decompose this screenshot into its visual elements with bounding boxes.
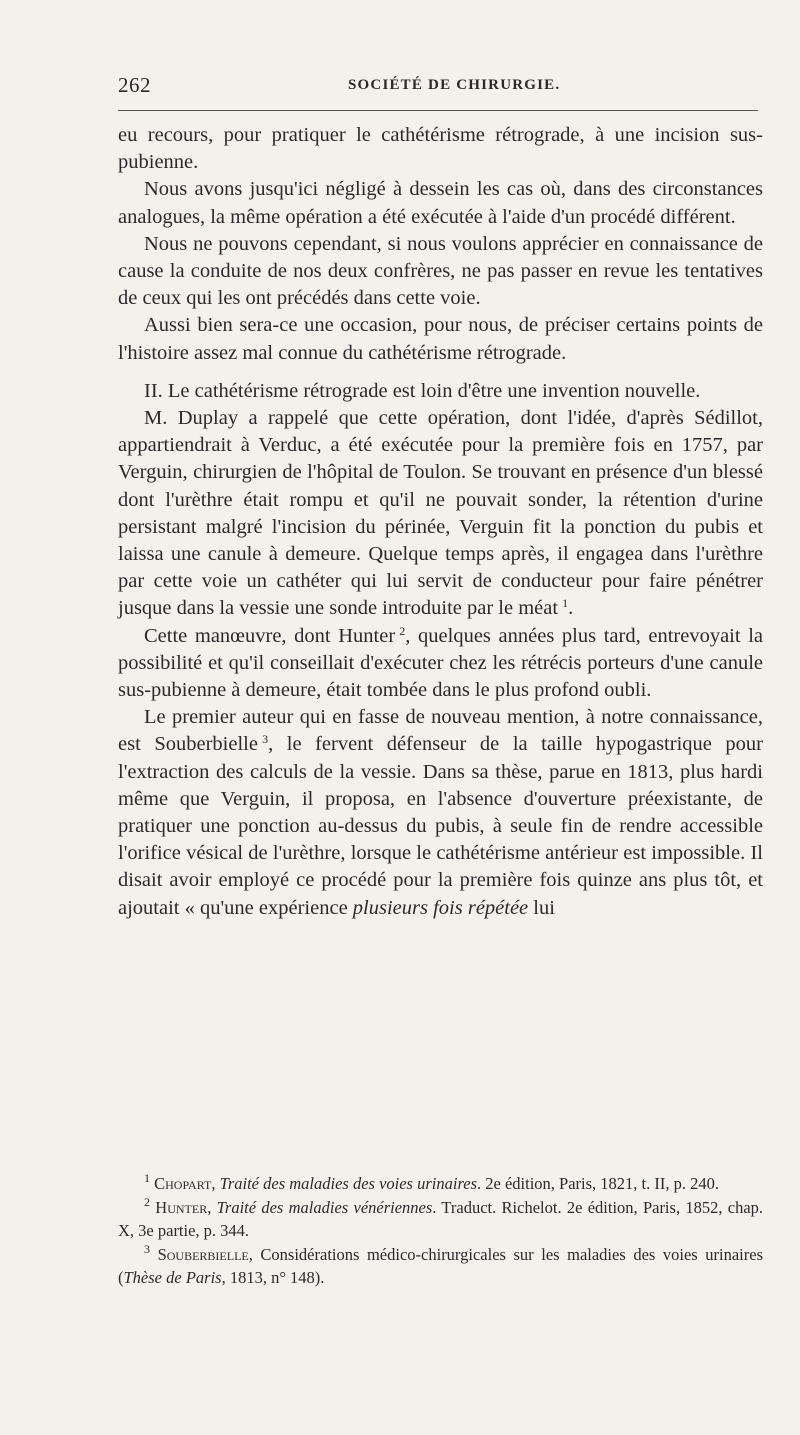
footnote-ref: 1: [562, 596, 569, 611]
footnotes: [118, 1172, 763, 1290]
paragraph: eu recours, pour pratiquer le cathétérisme rétrograde, à une incision sus-pubienne.: [118, 124, 763, 174]
footnote-ref: 3: [262, 732, 269, 747]
paragraph: Cette manœuvre, dont Hunter $^2$, quelques années plus tard, entrevoyait la possibilité et qu'il conseillait d'exécuter chez les rétrécis porteurs d'une canule sus-pubienne à demeure, était tombée dans le plus profond oubli.: [118, 623, 763, 702]
running-title: SOCIÉTÉ DE CHIRURGIE.: [348, 77, 561, 93]
paragraph: Le premier auteur qui en fasse de nouveau mention, à notre connaissance, est Souberbielle $^3$, le fervent défenseur de la taille hypogastrique pour l'extraction des calculs de la vessie. Dans sa thèse, parue en 1813, plus hardi même que Verguin, il proposa, en l'absence d'ouverture préexistante, de pratiquer une ponction au-dessus du pubis, à seule fin de rendre accessible l'orifice vésical de l'urèthre, lorsque le cathétérisme antérieur est impossible. Il disait avoir employé ce procédé pour la première fois quinze ans plus tôt, et ajoutait « qu'une expérience plusieurs fois répétée lui: [118, 706, 763, 919]
section-heading-paragraph: II. Le cathétérisme rétrograde est loin d'être une invention nouvelle.: [144, 379, 701, 402]
paragraph: Nous ne pouvons cependant, si nous voulons apprécier en connaissance de cause la conduite de nos deux confrères, ne pas passer en revue les tentatives de ceux qui les ont précédés dans cette voie.: [118, 232, 763, 310]
footnote: $^3$ Souberbielle, Considérations médico-chirurgicales sur les maladies des voies urinaires (Thèse de Paris, 1813, n° 148).: [118, 1241, 763, 1287]
footnote: $^1$ Chopart, Traité des maladies des voies urinaires. 2e édition, Paris, 1821, t. II, p. 240.: [144, 1171, 719, 1193]
paragraph: M. Duplay a rappelé que cette opération, dont l'idée, d'après Sédillot, appartiendrait à Verduc, a été exécutée pour la première fois en 1757, par Verguin, chirurgien de l'hôpital de Toulon. Se trouvant en présence d'un blessé dont l'urèthre était rompu et qu'il ne pouvait sonder, la rétention d'urine persistant malgré l'incision du périnée, Verguin fit la ponction du pubis et laissa une canule à demeure. Quelque temps après, il engagea dans l'urèthre par cette voie un cathéter qui lui servit de conducteur pour faire pénétrer jusque dans la vessie une sonde introduite par le méat $^1$.: [118, 407, 763, 620]
footnote: $^2$ Hunter, Traité des maladies vénériennes. Traduct. Richelot. 2e édition, Paris, 1852, chap. X, 3e partie, p. 344.: [118, 1194, 764, 1240]
header-rule: [118, 110, 758, 111]
body-text: [118, 122, 763, 922]
paragraph: Aussi bien sera-ce une occasion, pour nous, de préciser certains points de l'histoire assez mal connue du cathétérisme rétrograde.: [118, 314, 763, 364]
page-header: [118, 70, 758, 110]
paragraph: Nous avons jusqu'ici négligé à dessein les cas où, dans des circonstances analogues, la même opération a été exécutée à l'aide d'un procédé différent.: [118, 178, 763, 228]
footnote-ref: 2: [399, 623, 406, 638]
page-number: 262: [118, 73, 151, 97]
